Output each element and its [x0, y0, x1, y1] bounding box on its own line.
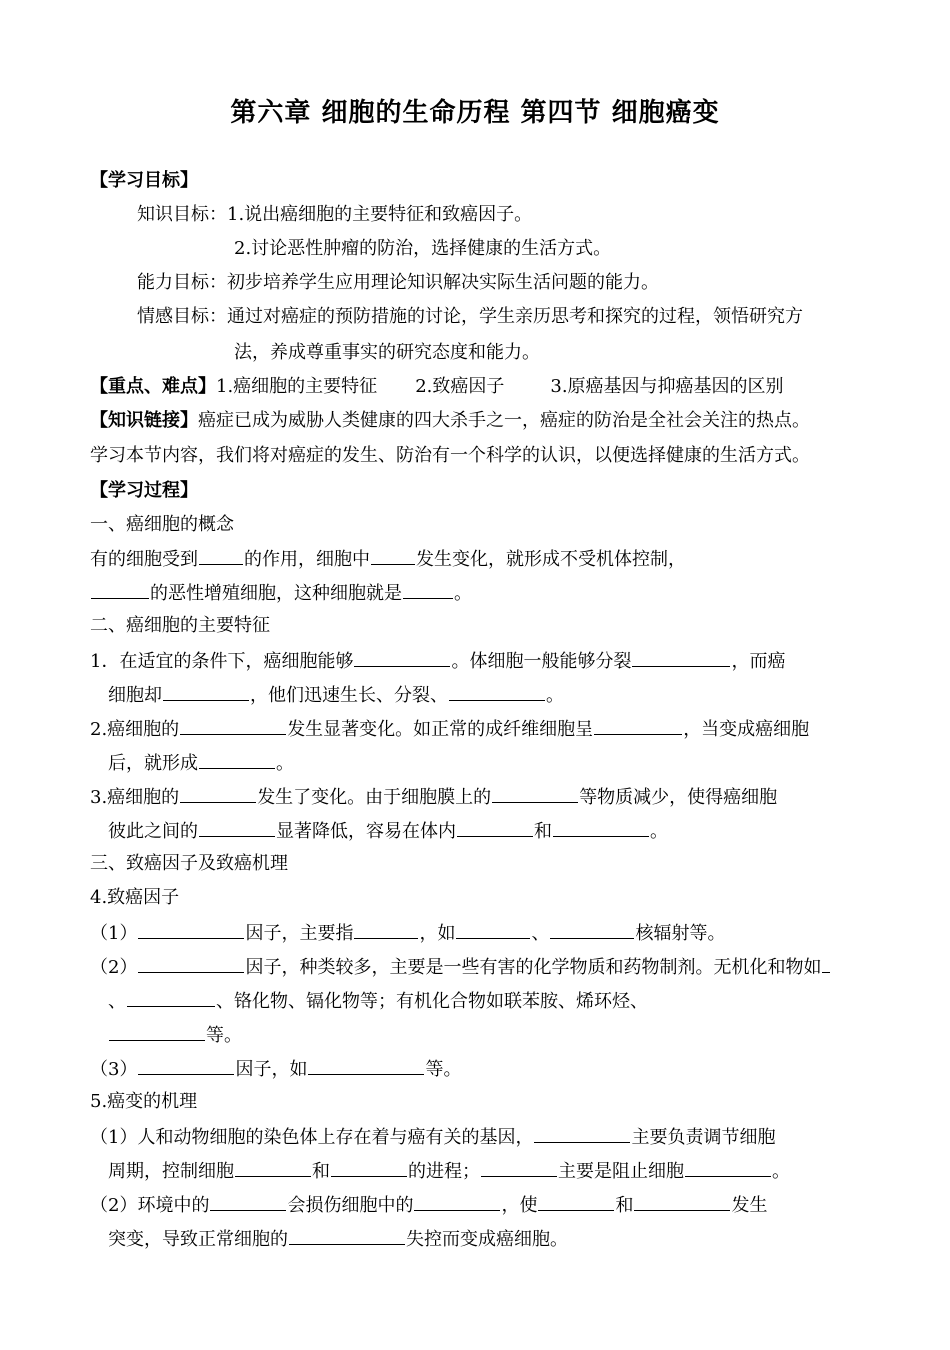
section-3-title: 三、致癌因子及致癌机理 [90, 853, 288, 874]
section-2-title: 二、癌细胞的主要特征 [90, 615, 270, 636]
q4-title: 4.致癌因子 [90, 887, 180, 908]
q1-text-d: 细胞却 [108, 685, 162, 706]
blank-field[interactable] [210, 1191, 286, 1211]
blank-field[interactable] [449, 681, 545, 701]
q5-2-text-d: 和 [615, 1195, 634, 1216]
q1-text-c: ，而癌 [731, 651, 786, 672]
blank-field[interactable] [534, 1123, 630, 1143]
q3-text-c: 等物质减少，使得癌细胞 [579, 787, 778, 808]
q1-line-1 [90, 647, 785, 675]
q5-1-text-g: 。 [772, 1161, 790, 1182]
blank-field[interactable] [634, 1191, 730, 1211]
q2-line-1 [90, 715, 809, 743]
blank-field[interactable] [538, 1191, 614, 1211]
blank-field[interactable] [138, 1055, 234, 1075]
q5-item-2-line-2 [108, 1225, 568, 1253]
process-header: 【学习过程】 [90, 480, 198, 501]
q5-2-text-b: 会损伤细胞中的 [287, 1195, 414, 1216]
blank-field[interactable] [91, 579, 149, 599]
q1-line-2 [108, 681, 564, 709]
key-points-row [90, 374, 784, 400]
concept-text-c: 发生变化，就形成不受机体控制， [416, 549, 686, 570]
q4-1-text-d: 、 [531, 923, 550, 944]
blank-field[interactable] [553, 817, 649, 837]
blank-field[interactable] [127, 987, 215, 1007]
q5-2-text-c: ，使 [501, 1195, 538, 1216]
knowledge-goal-2: 2.讨论恶性肿瘤的防治，选择健康的生活方式。 [234, 238, 612, 259]
q4-1-text-a: （1） [90, 923, 138, 944]
q4-1-text-e: 核辐射等。 [635, 923, 726, 944]
blank-field[interactable] [163, 681, 249, 701]
blank-field[interactable] [457, 817, 533, 837]
q3-line-1 [90, 783, 777, 811]
q1-text-a: 1．在适宜的条件下，癌细胞能够 [90, 651, 354, 672]
emotion-goal-label: 情感目标： [137, 306, 227, 327]
q1-text-e: ，他们迅速生长、分裂、 [250, 685, 448, 706]
q4-3-text-a: （3） [90, 1059, 138, 1080]
knowledge-goal-row-1 [137, 202, 532, 228]
q1-text-f: 。 [546, 685, 564, 706]
q2-text-d: 后，就形成 [108, 753, 198, 774]
q4-2-text-b: 因子，种类较多，主要是一些有害的化学物质和药物制剂。无机化和物如 [245, 957, 822, 978]
q4-item-3 [90, 1055, 461, 1083]
q5-1-text-d: 和 [312, 1161, 330, 1182]
blank-field[interactable] [550, 919, 634, 939]
q2-text-a: 2.癌细胞的 [90, 719, 180, 740]
concept-text-a: 有的细胞受到 [90, 549, 198, 570]
concept-text-d: 的恶性增殖细胞，这种细胞就是 [150, 583, 402, 604]
q3-text-a: 3.癌细胞的 [90, 787, 180, 808]
blank-field[interactable] [308, 1055, 424, 1075]
q5-item-2-line-1 [90, 1191, 767, 1219]
blank-field[interactable] [822, 953, 830, 973]
q3-text-b: 发生了变化。由于细胞膜上的 [257, 787, 492, 808]
q2-line-2 [108, 749, 294, 777]
blank-field[interactable] [354, 647, 450, 667]
blank-field[interactable] [492, 783, 578, 803]
q5-1-text-c: 周期，控制细胞 [108, 1161, 234, 1182]
q4-1-text-b: 因子，主要指 [245, 923, 354, 944]
blank-field[interactable] [180, 783, 256, 803]
blank-field[interactable] [594, 715, 682, 735]
knowledge-link-text-1: 癌症已成为威胁人类健康的四大杀手之一，癌症的防治是全社会关注的热点。 [198, 410, 810, 431]
blank-field[interactable] [481, 1157, 557, 1177]
q5-1-text-e: 的进程； [408, 1161, 480, 1182]
key-points-header: 【重点、难点】 [90, 376, 216, 397]
q3-text-f: 和 [534, 821, 552, 842]
q3-text-e: 显著降低，容易在体内 [276, 821, 456, 842]
blank-field[interactable] [685, 1157, 771, 1177]
key-point-3: 3.原癌基因与抑癌基因的区别 [550, 376, 784, 397]
page-title: 第六章 细胞的生命历程 第四节 细胞癌变 [230, 98, 720, 128]
blank-field[interactable] [109, 1021, 205, 1041]
q3-line-2 [108, 817, 668, 845]
q4-2-text-c: 、 [108, 991, 126, 1012]
q3-text-g: 。 [650, 821, 668, 842]
emotion-goal-row-1 [137, 304, 803, 330]
q4-item-2-line-2 [108, 987, 648, 1015]
q5-2-text-e: 发生 [731, 1195, 768, 1216]
concept-line-1 [90, 545, 686, 573]
q5-1-text-f: 主要是阻止细胞 [558, 1161, 684, 1182]
knowledge-link-text-2: 学习本节内容，我们将对癌症的发生、防治有一个科学的认识，以便选择健康的生活方式。 [90, 445, 810, 466]
blank-field[interactable] [354, 919, 418, 939]
goals-header: 【学习目标】 [90, 170, 198, 191]
blank-field[interactable] [331, 1157, 407, 1177]
concept-text-b: 的作用，细胞中 [244, 549, 370, 570]
blank-field[interactable] [632, 647, 730, 667]
emotion-goal-1: 通过对癌症的预防措施的讨论，学生亲历思考和探究的过程，领悟研究方 [227, 306, 803, 327]
knowledge-link-row-1 [90, 408, 810, 434]
q5-title: 5.癌变的机理 [90, 1091, 198, 1112]
blank-field[interactable] [403, 579, 453, 599]
blank-field[interactable] [138, 953, 244, 973]
q2-text-c: ，当变成癌细胞 [683, 719, 810, 740]
q5-2-text-a: （2）环境中的 [90, 1195, 210, 1216]
blank-field[interactable] [199, 545, 243, 565]
section-1-title: 一、癌细胞的概念 [90, 514, 234, 535]
blank-field[interactable] [199, 817, 275, 837]
q2-text-b: 发生显著变化。如正常的成纤维细胞呈 [287, 719, 594, 740]
blank-field[interactable] [138, 919, 244, 939]
q4-3-text-c: 等。 [425, 1059, 462, 1080]
q4-item-2-line-1 [90, 953, 831, 981]
blank-field[interactable] [199, 749, 275, 769]
q4-1-text-c: ，如 [419, 923, 456, 944]
q1-text-b: 。体细胞一般能够分裂 [451, 651, 632, 672]
key-point-1: 1.癌细胞的主要特征 [216, 376, 378, 397]
blank-field[interactable] [371, 545, 415, 565]
key-point-2: 2.致癌因子 [415, 376, 505, 397]
ability-goal-row [137, 270, 659, 296]
q5-item-1-line-1 [90, 1123, 775, 1151]
blank-field[interactable] [289, 1225, 405, 1245]
q4-3-text-b: 因子，如 [235, 1059, 308, 1080]
ability-goal-label: 能力目标： [137, 272, 227, 293]
knowledge-goal-label: 知识目标： [137, 204, 227, 225]
ability-goal: 初步培养学生应用理论知识解决实际生活问题的能力。 [227, 272, 659, 293]
concept-line-2 [90, 579, 472, 607]
blank-field[interactable] [456, 919, 530, 939]
blank-field[interactable] [235, 1157, 311, 1177]
q5-2-text-g: 失控而变成癌细胞。 [406, 1229, 568, 1250]
q2-text-e: 。 [276, 753, 294, 774]
q4-2-text-d: 、铬化物、镉化物等；有机化合物如联苯胺、烯环烃、 [216, 991, 648, 1012]
q3-text-d: 彼此之间的 [108, 821, 198, 842]
knowledge-link-header: 【知识链接】 [90, 410, 198, 431]
blank-field[interactable] [180, 715, 286, 735]
q5-2-text-f: 突变，导致正常细胞的 [108, 1229, 288, 1250]
q4-2-text-a: （2） [90, 957, 138, 978]
q4-2-text-e: 等。 [206, 1025, 242, 1046]
blank-field[interactable] [414, 1191, 500, 1211]
knowledge-goal-1: 1.说出癌细胞的主要特征和致癌因子。 [227, 204, 533, 225]
q5-item-1-line-2 [108, 1157, 790, 1185]
concept-text-e: 。 [454, 583, 472, 604]
q5-1-text-b: 主要负责调节细胞 [631, 1127, 776, 1148]
emotion-goal-2: 法，养成尊重事实的研究态度和能力。 [234, 342, 540, 363]
q4-item-1 [90, 919, 725, 947]
q5-1-text-a: （1）人和动物细胞的染色体上存在着与癌有关的基因， [90, 1127, 534, 1148]
q4-item-2-line-3 [108, 1021, 242, 1049]
